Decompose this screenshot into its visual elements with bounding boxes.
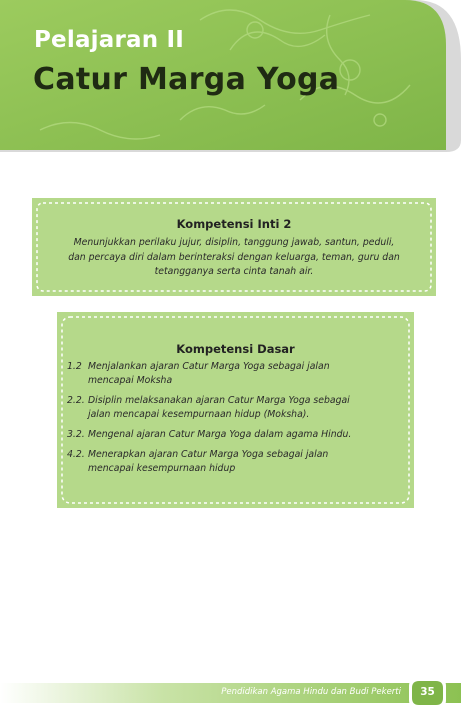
kompetensi-dasar-box bbox=[57, 312, 414, 508]
kompetensi-inti-text bbox=[42, 236, 426, 280]
page-number-badge bbox=[409, 678, 446, 708]
item-line: Mengenal ajaran Catur Marga Yoga dalam agama Hindu. bbox=[88, 429, 352, 440]
kompetensi-inti-line: dan percaya diri dalam berinteraksi dengan keluarga, teman, guru dan bbox=[68, 251, 400, 263]
item-text bbox=[88, 448, 397, 476]
item-number: 2.2. bbox=[67, 395, 85, 406]
item-number: 3.2. bbox=[67, 429, 85, 440]
item-line: jalan mencapai kesempurnaan hidup (Moksha). bbox=[88, 409, 310, 420]
list-item bbox=[67, 448, 397, 476]
page-number: 35 bbox=[420, 686, 435, 698]
kompetensi-inti-line: Menunjukkan perilaku jujur, disiplin, tanggung jawab, santun, peduli, bbox=[73, 237, 395, 248]
list-item bbox=[67, 428, 397, 442]
chapter-banner bbox=[0, 0, 461, 160]
lesson-label: Pelajaran II bbox=[34, 27, 185, 53]
item-number: 4.2. bbox=[67, 449, 85, 460]
item-line: Menerapkan ajaran Catur Marga Yoga sebagai jalan bbox=[88, 449, 329, 460]
list-item bbox=[67, 394, 397, 422]
item-line: Menjalankan ajaran Catur Marga Yoga sebagai jalan bbox=[88, 361, 330, 372]
kompetensi-dasar-list bbox=[67, 360, 397, 482]
item-line: Disiplin melaksanakan ajaran Catur Marga Yoga sebagai bbox=[88, 395, 350, 406]
item-text bbox=[88, 394, 397, 422]
item-number: 1.2 bbox=[67, 361, 82, 372]
lesson-title: Catur Marga Yoga bbox=[33, 62, 340, 97]
kompetensi-inti-line: tetangganya serta cinta tanah air. bbox=[154, 266, 314, 277]
kompetensi-inti-title: Kompetensi Inti 2 bbox=[176, 217, 292, 231]
item-line: mencapai Moksha bbox=[88, 375, 173, 386]
list-item bbox=[67, 360, 397, 388]
kompetensi-dasar-title: Kompetensi Dasar bbox=[176, 342, 295, 356]
kompetensi-inti-box bbox=[32, 198, 436, 296]
item-text bbox=[88, 360, 397, 388]
item-text bbox=[88, 428, 397, 442]
item-line: mencapai kesempurnaan hidup bbox=[88, 463, 236, 474]
footer-book-title: Pendidikan Agama Hindu dan Budi Pekerti bbox=[221, 687, 401, 697]
